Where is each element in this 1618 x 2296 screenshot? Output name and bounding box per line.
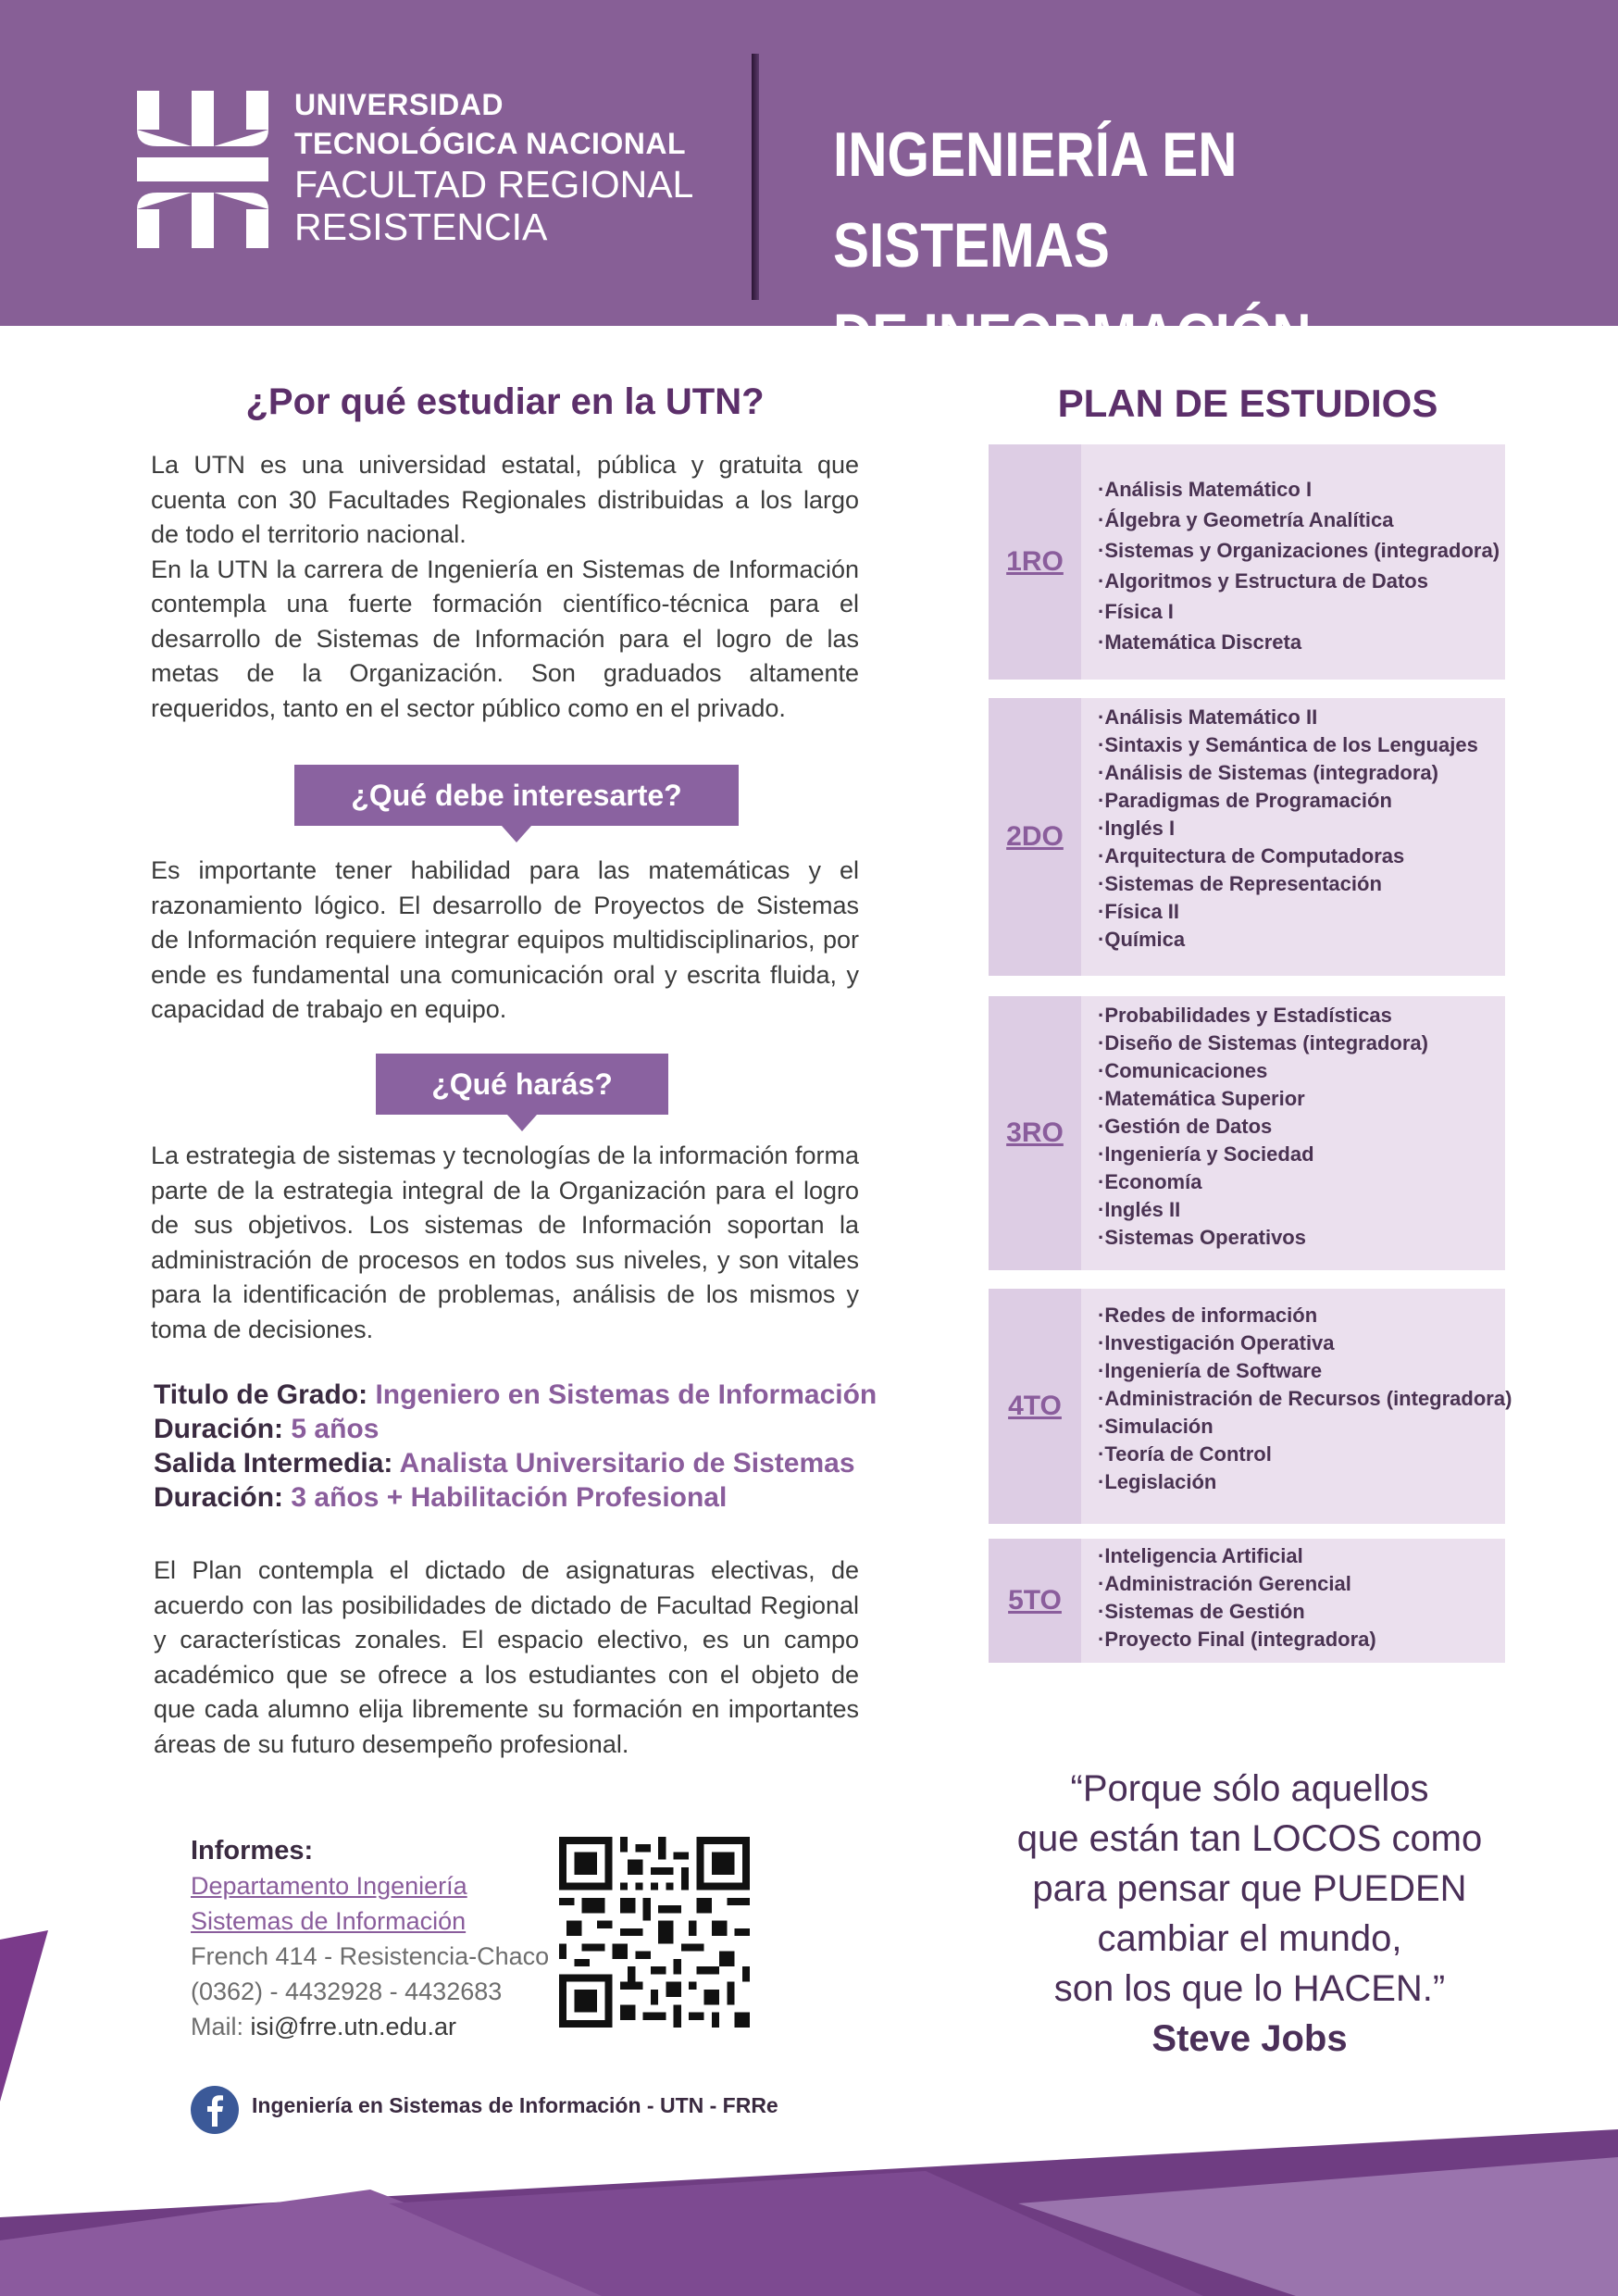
subject-item: ·Redes de información (1098, 1304, 1318, 1327)
degree-key: Duración: (154, 1414, 284, 1444)
subject-item: ·Algoritmos y Estructura de Datos (1098, 569, 1428, 593)
degree-row (154, 1412, 877, 1446)
why-utn-text-1: La UTN es una universidad estatal, pública y gratuita que cuenta con 30 Facultades Regionales distribuidas a los largo de todo el territorio nacional. (151, 451, 859, 548)
why-utn-title: ¿Por qué estudiar en la UTN? (245, 381, 765, 422)
degree-value: 3 años + Habilitación Profesional (291, 1482, 728, 1513)
degree-info (154, 1378, 877, 1515)
contact-mail-row (191, 2009, 549, 2044)
quote-line: “Porque sólo aquellos (1070, 1768, 1429, 1809)
subject-list (1098, 474, 1500, 657)
subject-item: ·Administración de Recursos (integradora) (1098, 1387, 1512, 1410)
facebook-page-label[interactable]: Ingeniería en Sistemas de Información - UTN - FRRe (252, 2093, 778, 2117)
year-label: 5TO (989, 1539, 1081, 1663)
subject-item: ·Análisis de Sistemas (integradora) (1098, 761, 1438, 784)
university-name (294, 85, 693, 248)
year-label: 1RO (989, 444, 1081, 680)
header-banner (0, 0, 1618, 371)
subject-item: ·Investigación Operativa (1098, 1331, 1335, 1354)
subject-item: ·Análisis Matemático I (1098, 478, 1313, 501)
subject-item: ·Simulación (1098, 1415, 1214, 1438)
subject-item: ·Proyecto Final (integradora) (1098, 1628, 1376, 1651)
degree-value: 5 años (291, 1414, 380, 1444)
subject-item: ·Diseño de Sistemas (integradora) (1098, 1031, 1428, 1054)
subject-item: ·Gestión de Datos (1098, 1115, 1273, 1138)
subject-item: ·Sistemas Operativos (1098, 1226, 1306, 1249)
quote-author: Steve Jobs (1151, 2018, 1348, 2059)
interest-tag: ¿Qué debe interesarte? (294, 765, 739, 826)
faculty-line-1: FACULTAD REGIONAL (294, 163, 694, 206)
why-utn-text-2: En la UTN la carrera de Ingeniería en Sistemas de Información contempla una fuerte formación científico-técnica para el desarrollo de Sistemas de Información para el logro de las metas de la Organización. Son graduados altamente requeridos, tanto en el sector público como en el privado. (151, 555, 859, 722)
degree-key: Duración: (154, 1482, 284, 1513)
page-title-line-2: DE INFORMACIÓN (833, 301, 1312, 371)
department-link-line-1[interactable]: Departamento Ingeniería (191, 1872, 467, 1900)
what-you-do-text: La estrategia de sistemas y tecnologías de la información forma parte de la estrategia integral de la Organización para el logro de sus objetivos. Los sistemas de Información soportan la administración de procesos en todos sus niveles, y son vitales para la identificación de problemas, análisis de los mismos y toma de decisiones. (151, 1142, 859, 1343)
subject-item: ·Matemática Superior (1098, 1087, 1305, 1110)
degree-key: Salida Intermedia: (154, 1448, 393, 1479)
subject-item: ·Sistemas y Organizaciones (integradora) (1098, 539, 1500, 562)
subject-item: ·Análisis Matemático II (1098, 705, 1318, 729)
university-line-1: UNIVERSIDAD (294, 88, 504, 121)
subject-item: ·Probabilidades y Estadísticas (1098, 1004, 1392, 1027)
subject-item: ·Economía (1098, 1170, 1202, 1193)
subject-item: ·Matemática Discreta (1098, 630, 1302, 654)
university-line-2: TECNOLÓGICA NACIONAL (294, 127, 687, 160)
subject-item: ·Paradigmas de Programación (1098, 789, 1392, 812)
subject-item: ·Inglés I (1098, 817, 1176, 840)
subject-item: ·Sistemas de Gestión (1098, 1600, 1305, 1623)
year-label: 3RO (989, 996, 1081, 1270)
degree-key: Titulo de Grado: (154, 1379, 368, 1410)
subject-item: ·Química (1098, 928, 1186, 951)
subject-item: ·Física II (1098, 900, 1180, 923)
year-box-5 (989, 1539, 1505, 1663)
subject-item: ·Arquitectura de Computadoras (1098, 844, 1405, 867)
quote-line: cambiar el mundo, (1097, 1918, 1402, 1959)
quote-line: son los que lo HACEN.” (1053, 1968, 1446, 2009)
degree-row (154, 1480, 877, 1515)
subject-list (1098, 1302, 1512, 1496)
subject-item: ·Física I (1098, 600, 1174, 623)
subject-item: ·Teoría de Control (1098, 1442, 1272, 1466)
department-link-line-2[interactable]: Sistemas de Información (191, 1907, 467, 1935)
contact-info (191, 1833, 549, 2044)
subject-item: ·Ingeniería de Software (1098, 1359, 1323, 1382)
quote-line: para pensar que PUEDEN (1032, 1868, 1467, 1909)
subject-item: ·Inglés II (1098, 1198, 1181, 1221)
subject-item: ·Sintaxis y Semántica de los Lenguajes (1098, 733, 1478, 756)
subject-item: ·Inteligencia Artificial (1098, 1544, 1303, 1567)
why-utn-text (151, 448, 859, 726)
subject-list (1098, 704, 1478, 954)
page-title-line-1: INGENIERÍA EN SISTEMAS (833, 119, 1238, 281)
utn-logo-icon (137, 91, 268, 248)
subject-item: ·Ingeniería y Sociedad (1098, 1142, 1314, 1166)
faculty-line-2: RESISTENCIA (294, 206, 548, 248)
subject-item: ·Administración Gerencial (1098, 1572, 1351, 1595)
year-box-2 (989, 698, 1505, 976)
study-plan-title: PLAN DE ESTUDIOS (1057, 381, 1438, 425)
year-label: 2DO (989, 698, 1081, 976)
page-title (833, 109, 1470, 381)
year-box-4 (989, 1289, 1512, 1524)
contact-phone: (0362) - 4432928 - 4432683 (191, 1978, 503, 2005)
electives-text: El Plan contempla el dictado de asignaturas electivas, de acuerdo con las posibilidades de dictado de Facultad Regional y características zonales. El espacio electivo, es un campo académico que se ofrece a los estudiantes con el objeto de que cada alumno elija libremente su formación en importantes áreas de su futuro desempeño profesional. (154, 1556, 859, 1758)
degree-row (154, 1446, 877, 1480)
subject-list (1098, 1542, 1376, 1653)
year-box-1 (989, 444, 1505, 680)
year-label: 4TO (989, 1289, 1081, 1524)
subject-item: ·Legislación (1098, 1470, 1217, 1493)
quote-block (981, 1764, 1518, 2064)
facebook-icon[interactable] (191, 2086, 239, 2134)
subject-list (1098, 1002, 1428, 1252)
what-you-do-tag: ¿Qué harás? (376, 1054, 668, 1115)
qr-code-icon[interactable] (559, 1837, 750, 2028)
header-divider (752, 54, 759, 300)
contact-heading: Informes: (191, 1836, 314, 1866)
degree-row (154, 1378, 877, 1412)
interest-text: Es importante tener habilidad para las matemáticas y el razonamiento lógico. El desarrollo de Proyectos de Sistemas de Información requiere integrar equipos multidisciplinarios, por ende es fundamental una comunicación oral y escrita fluida, y capacidad de trabajo en equipo. (151, 856, 859, 1023)
degree-value: Ingeniero en Sistemas de Información (375, 1379, 877, 1410)
contact-address: French 414 - Resistencia-Chaco (191, 1942, 550, 1970)
year-box-3 (989, 996, 1505, 1270)
degree-value: Analista Universitario de Sistemas (399, 1448, 855, 1479)
mail-address[interactable]: isi@frre.utn.edu.ar (250, 2013, 457, 2040)
quote-line: que están tan LOCOS como (1016, 1818, 1483, 1859)
subject-item: ·Sistemas de Representación (1098, 872, 1382, 895)
mail-label: Mail: (191, 2013, 244, 2040)
subject-item: ·Comunicaciones (1098, 1059, 1268, 1082)
subject-item: ·Álgebra y Geometría Analítica (1098, 508, 1394, 531)
